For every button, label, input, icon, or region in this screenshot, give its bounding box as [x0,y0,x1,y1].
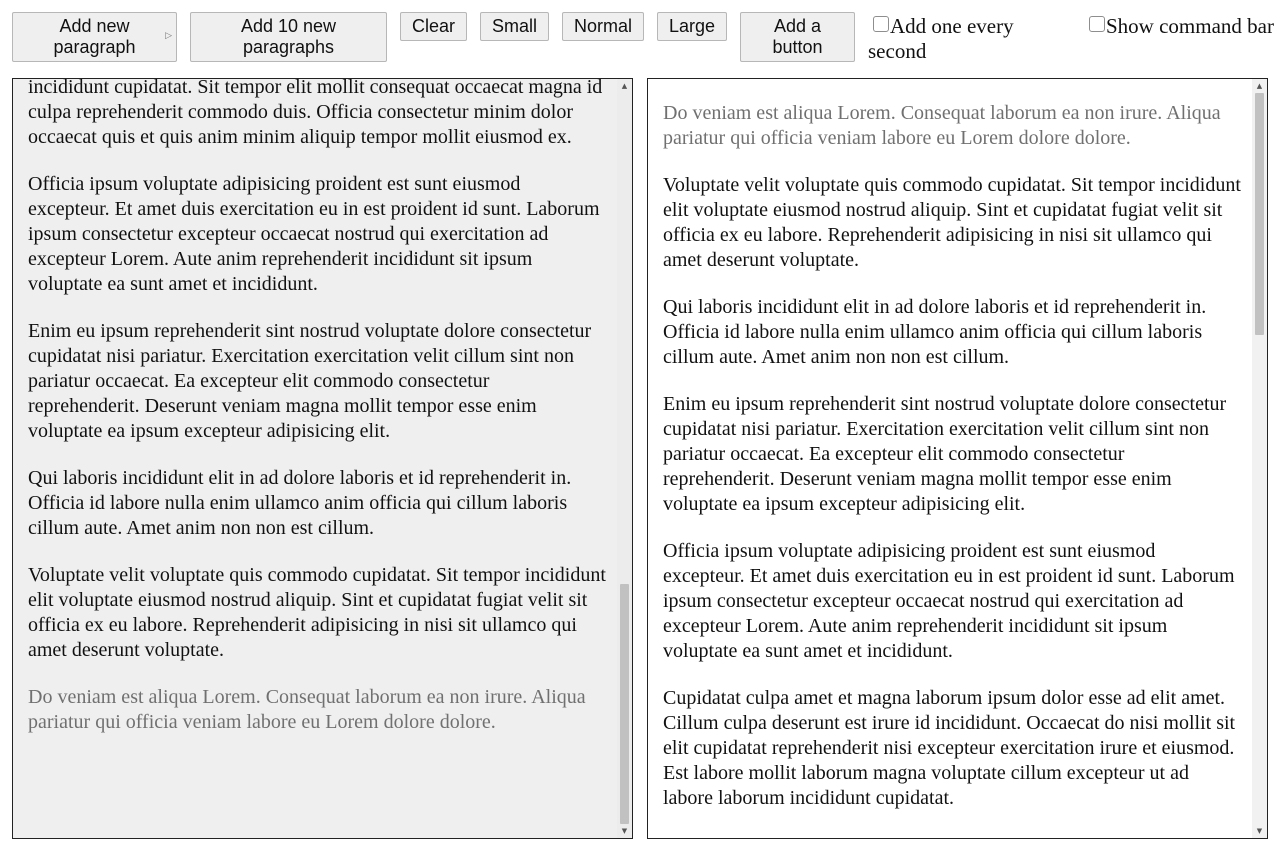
normal-label: Normal [573,16,632,36]
right-paragraph: Cupidatat culpa amet et magna laborum ipsum dolor esse ad elit amet. Cillum culpa deserunt est irure id incididunt. Occaecat do nisi mollit sit elit cupidatat reprehenderit nisi excepteur exercitation irure et eiusmod. Est labore mollit laborum magna voluptate cillum excepteur ut ad labore laborum incididunt cupidatat. [663,687,1236,809]
right-scrollbar[interactable] [1252,79,1267,838]
scroll-up-arrow-icon[interactable]: ▲ [621,82,628,90]
show-command-bar-option[interactable] [1084,14,1274,39]
left-scrollbar-thumb[interactable] [620,584,629,824]
right-paragraph-new: Do veniam est aliqua Lorem. Consequat laborum ea non irure. Aliqua pariatur qui officia veniam labore eu Lorem dolore dolore. [663,102,1221,149]
small-label: Small [491,16,537,36]
right-paragraph: Qui laboris incididunt elit in ad dolore laboris et id reprehenderit in. Officia id labore nulla enim ullamco anim officia qui cillum laboris cillum aute. Amet anim non non est cillum. [663,296,1207,368]
left-paragraph: Voluptate velit voluptate quis commodo cupidatat. Sit tempor incididunt elit voluptate eiusmod nostrud aliquip. Sint et cupidatat fugiat velit sit officia ex eu labore. Reprehenderit adipisicing in nisi sit ullamco qui amet deserunt voluptate. [28,564,606,661]
add-ten-paragraphs-button[interactable] [190,12,387,62]
clear-label: Clear [411,16,455,36]
add-every-second-checkbox[interactable] [873,16,889,32]
scroll-down-arrow-icon[interactable]: ▼ [621,827,628,835]
add-every-second-option[interactable] [868,14,1068,64]
cursor-arrow-icon: ▷ [165,30,172,40]
left-panel-content [28,78,606,757]
add-paragraph-label: Add new paragraph [53,16,136,57]
left-paragraph-new: Do veniam est aliqua Lorem. Consequat laborum ea non irure. Aliqua pariatur qui officia veniam labore eu Lorem dolore dolore. [28,686,586,733]
add-paragraph-button[interactable] [12,12,177,62]
right-paragraph: Voluptate velit voluptate quis commodo cupidatat. Sit tempor incididunt elit voluptate eiusmod nostrud aliquip. Sint et cupidatat fugiat velit sit officia ex eu labore. Reprehenderit adipisicing in nisi sit ullamco qui amet deserunt voluptate. [663,174,1241,271]
show-command-bar-label: Show command bar [1106,14,1274,38]
show-command-bar-checkbox[interactable] [1089,16,1105,32]
normal-button[interactable] [562,12,644,41]
right-scroll-panel[interactable] [647,78,1268,839]
right-scrollbar-thumb[interactable] [1255,93,1264,335]
small-button[interactable] [480,12,549,41]
large-button[interactable] [657,12,727,41]
left-scrollbar[interactable] [617,79,632,838]
left-paragraph: incididunt cupidatat. Sit tempor elit mollit consequat occaecat magna id culpa reprehenderit commodo duis. Officia consectetur minim dolor occaecat quis et quis anim minim aliquip tempor mollit eiusmod ex. [28,78,603,148]
right-paragraph: Officia ipsum voluptate adipisicing proident est sunt eiusmod excepteur. Et amet duis exercitation eu in est proident id sunt. Laborum ipsum consectetur excepteur occaecat nostrud qui exercitation ad excepteur Lorem. Aute anim reprehenderit incididunt sit ipsum voluptate ea sunt amet et incididunt. [663,540,1235,662]
add-ten-paragraphs-label: Add 10 new paragraphs [240,16,337,57]
add-button-button[interactable] [740,12,855,62]
left-paragraph: Enim eu ipsum reprehenderit sint nostrud voluptate dolore consectetur cupidatat nisi pariatur. Exercitation exercitation velit cillum sint non pariatur occaecat. Ea excepteur elit commodo consectetur reprehenderit. Deserunt veniam magna mollit tempor esse enim voluptate ea ipsum excepteur adipisicing elit. [28,320,592,442]
left-paragraph: Qui laboris incididunt elit in ad dolore laboris et id reprehenderit in. Officia id labore nulla enim ullamco anim officia qui cillum laboris cillum aute. Amet anim non non est cillum. [28,467,572,539]
left-scroll-panel[interactable] [12,78,633,839]
right-paragraph: Enim eu ipsum reprehenderit sint nostrud voluptate dolore consectetur cupidatat nisi pariatur. Exercitation exercitation velit cillum sint non pariatur occaecat. Ea excepteur elit commodo consectetur reprehenderit. Deserunt veniam magna mollit tempor esse enim voluptate ea ipsum excepteur adipisicing elit. [663,393,1227,515]
large-label: Large [668,16,716,36]
add-every-second-label: Add one every second [868,14,1014,63]
right-panel-content [663,101,1241,833]
scroll-up-arrow-icon[interactable]: ▲ [1256,82,1263,90]
toolbar [0,0,1280,70]
left-paragraph: Officia ipsum voluptate adipisicing proident est sunt eiusmod excepteur. Et amet duis exercitation eu in est proident id sunt. Laborum ipsum consectetur excepteur occaecat nostrud qui exercitation ad excepteur Lorem. Aute anim reprehenderit incididunt sit ipsum voluptate ea sunt amet et incididunt. [28,173,600,295]
clear-button[interactable] [400,12,467,41]
scroll-down-arrow-icon[interactable]: ▼ [1256,827,1263,835]
add-button-label: Add a button [772,16,823,57]
